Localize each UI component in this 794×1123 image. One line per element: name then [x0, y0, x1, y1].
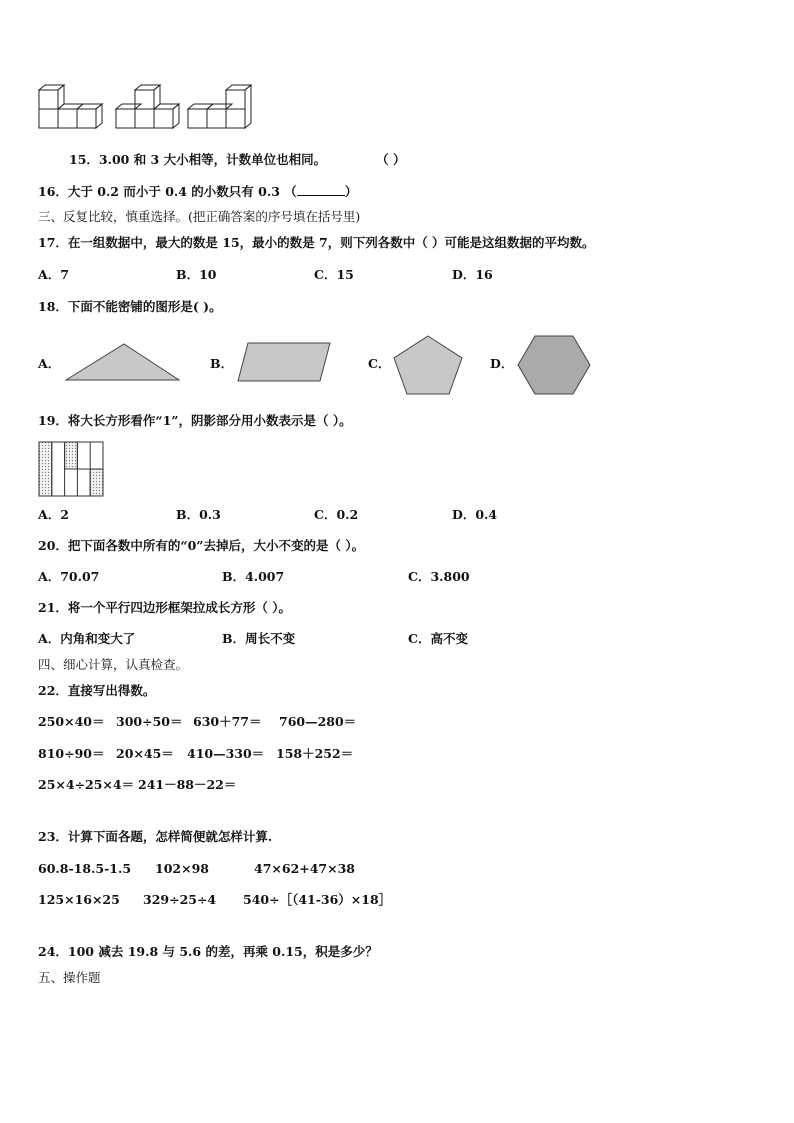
hexagon-shape: [516, 334, 592, 396]
cube-views-figure: [36, 84, 252, 132]
question-21: 21．将一个平行四边形框架拉成长方形（ ）。: [38, 600, 291, 615]
calc-item: 25×4÷25×4＝: [38, 777, 135, 792]
calc-item: 810÷90＝: [38, 746, 105, 761]
calc-item: 60.8-18.5-1.5: [38, 861, 132, 876]
q18-option-a[interactable]: A．: [38, 356, 61, 371]
q20-option-c[interactable]: C．3.800: [408, 569, 470, 584]
parallelogram-shape: [236, 341, 332, 383]
calc-item: 241－88－22＝: [138, 777, 237, 792]
q21-option-a[interactable]: A．内角和变大了: [38, 631, 136, 646]
q20-option-b[interactable]: B．4.007: [222, 569, 285, 584]
q17-option-d[interactable]: D．16: [452, 267, 493, 282]
calc-item: 410—330＝: [187, 746, 265, 761]
triangle-shape: [64, 342, 182, 382]
section-3-heading: 三、反复比较，慎重选择。(把正确答案的序号填在括号里): [38, 209, 361, 224]
answer-blank-16[interactable]: [297, 184, 345, 196]
q18-option-d[interactable]: D．: [490, 356, 514, 371]
calc-item: 300÷50＝: [116, 714, 183, 729]
calc-item: 125×16×25: [38, 892, 120, 907]
question-23: 23．计算下面各题，怎样简便就怎样计算.: [38, 829, 273, 844]
q19-option-d[interactable]: D．0.4: [452, 507, 498, 522]
calc-item: 102×98: [155, 861, 209, 876]
calc-item: 20×45＝: [116, 746, 174, 761]
q21-option-c[interactable]: C．高不变: [408, 631, 468, 646]
q18-option-b[interactable]: B．: [210, 356, 234, 371]
question-22: 22．直接写出得数。: [38, 683, 156, 698]
question-20: 20．把下面各数中所有的“0”去掉后，大小不变的是（ ）。: [38, 538, 365, 553]
q18-option-c[interactable]: C．: [368, 356, 391, 371]
question-16: 16．大于 0.2 而小于 0.4 的小数只有 0.3 （ ）: [38, 184, 358, 199]
question-19: 19．将大长方形看作“1”，阴影部分用小数表示是（ ）。: [38, 413, 352, 428]
q19-option-c[interactable]: C．0.2: [314, 507, 359, 522]
shaded-rectangle-figure: [38, 441, 104, 497]
calc-item: 630＋77＝: [193, 714, 262, 729]
calc-item: 760—280＝: [279, 714, 357, 729]
section-4-heading: 四、细心计算，认真检查。: [38, 657, 189, 672]
q21-option-b[interactable]: B．周长不变: [222, 631, 296, 646]
q19-option-a[interactable]: A．2: [38, 507, 69, 522]
calc-item: 158＋252＝: [276, 746, 354, 761]
calc-item: 329÷25÷4: [143, 892, 217, 907]
calc-item: 47×62+47×38: [254, 861, 356, 876]
q20-option-a[interactable]: A．70.07: [38, 569, 100, 584]
answer-paren-15[interactable]: （ ）: [376, 152, 406, 167]
q17-option-c[interactable]: C．15: [314, 267, 354, 282]
question-18: 18．下面不能密铺的图形是( )。: [38, 299, 222, 314]
q19-option-b[interactable]: B．0.3: [176, 507, 221, 522]
question-24: 24．100 减去 19.8 与 5.6 的差，再乘 0.15，积是多少？: [38, 944, 378, 959]
pentagon-shape: [392, 334, 464, 396]
question-17: 17．在一组数据中，最大的数是 15，最小的数是 7，则下列各数中（ ）可能是这组数据的平均数。: [38, 235, 595, 250]
q17-option-b[interactable]: B．10: [176, 267, 217, 282]
section-5-heading: 五、操作题: [38, 970, 101, 985]
question-15: 15．3.00 和 3 大小相等，计数单位也相同。 （ ）: [69, 152, 406, 167]
q17-option-a[interactable]: A．7: [38, 267, 69, 282]
calc-item: 250×40＝: [38, 714, 105, 729]
calc-item: 540÷［（41-36）×18］: [243, 892, 392, 907]
